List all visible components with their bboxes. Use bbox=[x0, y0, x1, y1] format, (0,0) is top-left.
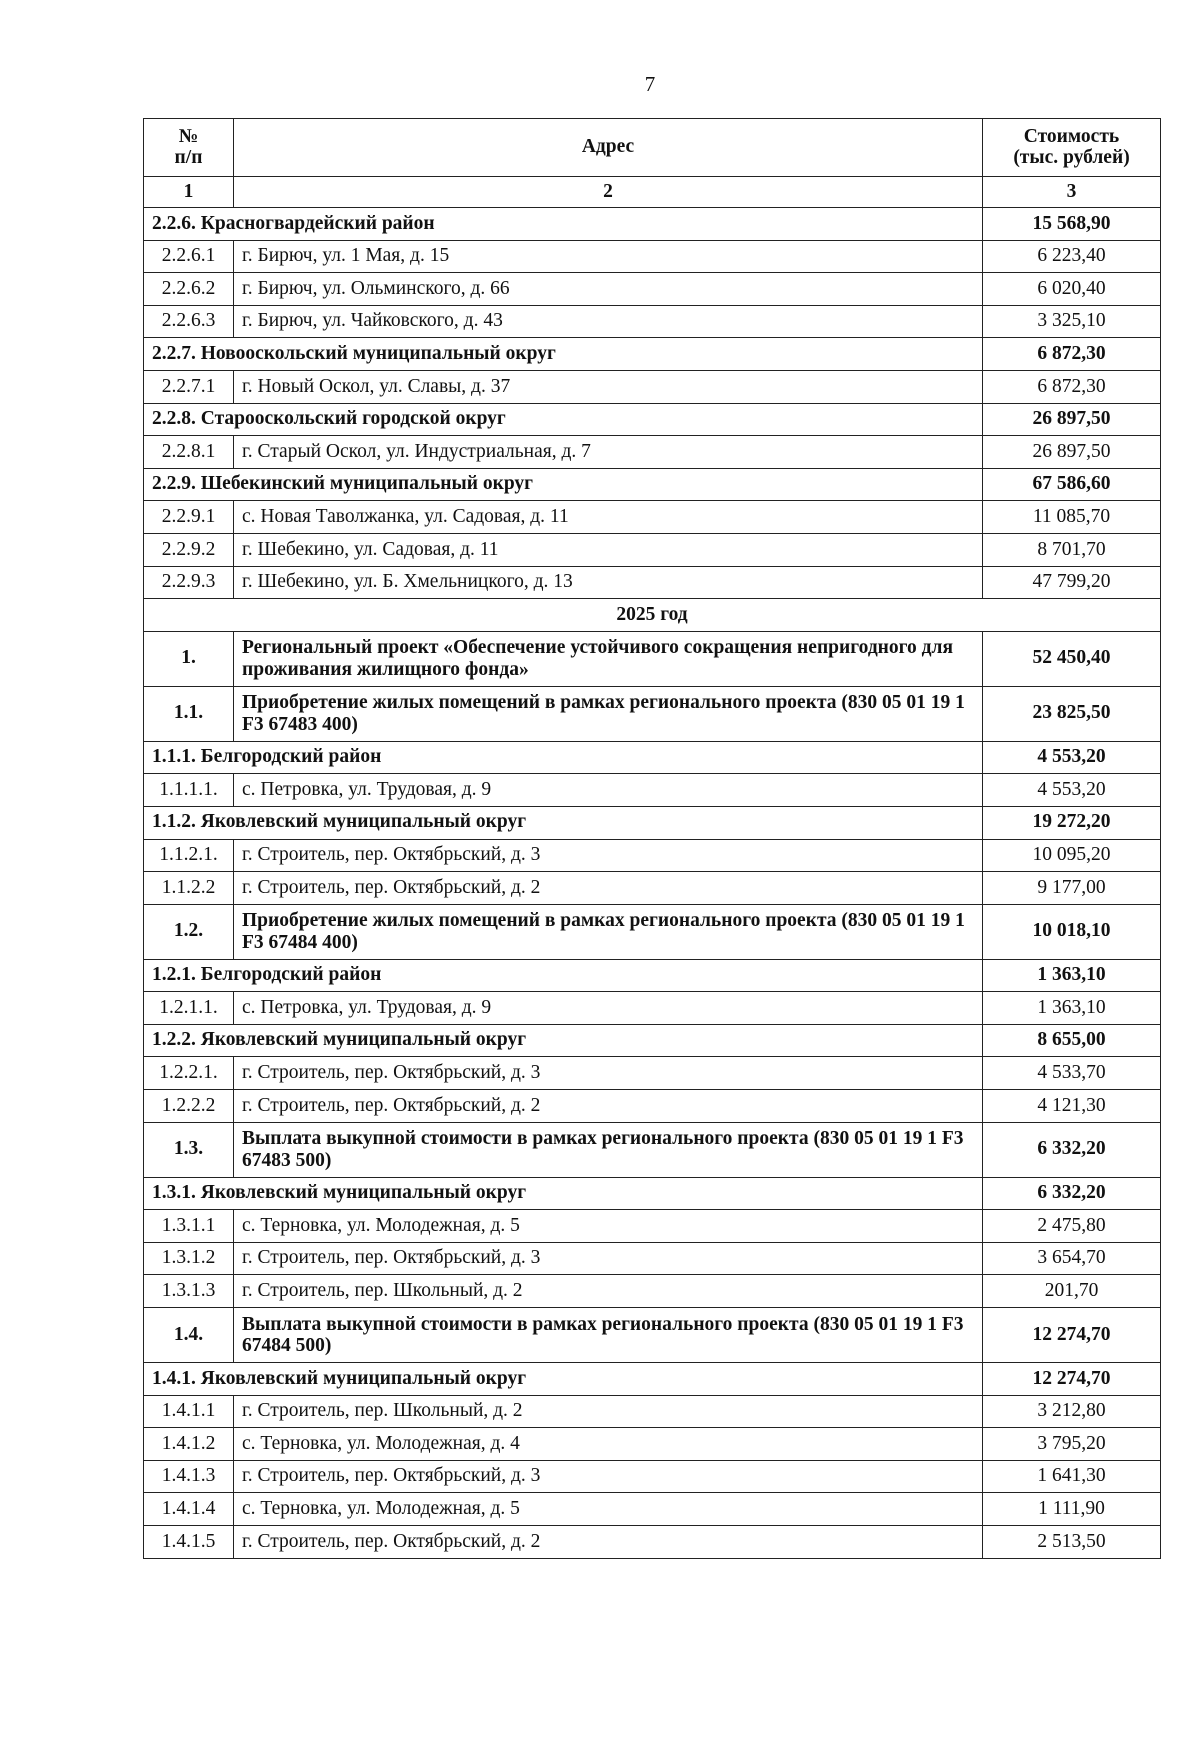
row-number: 1.4.1.2 bbox=[144, 1428, 234, 1461]
section-row bbox=[144, 1363, 1161, 1396]
row-cost: 10 095,20 bbox=[983, 839, 1161, 872]
row-number: 1.2. bbox=[144, 904, 234, 959]
row-cost: 11 085,70 bbox=[983, 501, 1161, 534]
section-cost: 4 553,20 bbox=[983, 741, 1161, 774]
section-cost: 1 363,10 bbox=[983, 959, 1161, 992]
row-cost: 52 450,40 bbox=[983, 631, 1161, 686]
section-cost: 6 332,20 bbox=[983, 1177, 1161, 1210]
section-label: 1.3.1. Яковлевский муниципальный округ bbox=[144, 1177, 983, 1210]
column-number-3: 3 bbox=[983, 177, 1161, 208]
table-row bbox=[144, 370, 1161, 403]
table-row bbox=[144, 839, 1161, 872]
row-number: 2.2.6.2 bbox=[144, 273, 234, 306]
row-cost: 3 654,70 bbox=[983, 1242, 1161, 1275]
row-cost: 6 332,20 bbox=[983, 1122, 1161, 1177]
table-row bbox=[144, 774, 1161, 807]
section-cost: 15 568,90 bbox=[983, 208, 1161, 241]
section-label: 2.2.9. Шебекинский муниципальный округ bbox=[144, 468, 983, 501]
section-row bbox=[144, 208, 1161, 241]
section-cost: 26 897,50 bbox=[983, 403, 1161, 436]
project-title: Региональный проект «Обеспечение устойчивого сокращения непригодного для проживания жилищного фонда» bbox=[234, 631, 983, 686]
section-cost: 8 655,00 bbox=[983, 1024, 1161, 1057]
row-number: 1.1.1.1. bbox=[144, 774, 234, 807]
header-number-label: № п/п bbox=[174, 126, 203, 168]
row-number: 2.2.8.1 bbox=[144, 436, 234, 469]
page-number: 7 bbox=[644, 72, 656, 96]
table-row bbox=[144, 1428, 1161, 1461]
section-label: 1.1.1. Белгородский район bbox=[144, 741, 983, 774]
table-row bbox=[144, 1460, 1161, 1493]
year-label: 2025 год bbox=[144, 599, 1161, 632]
row-address: с. Терновка, ул. Молодежная, д. 4 bbox=[234, 1428, 983, 1461]
row-address: с. Терновка, ул. Молодежная, д. 5 bbox=[234, 1210, 983, 1243]
table-row bbox=[144, 566, 1161, 599]
row-number: 1.3.1.1 bbox=[144, 1210, 234, 1243]
table-row bbox=[144, 533, 1161, 566]
table-row bbox=[144, 1242, 1161, 1275]
project-title: Приобретение жилых помещений в рамках регионального проекта (830 05 01 19 1 F3 67483 400) bbox=[234, 686, 983, 741]
row-cost: 47 799,20 bbox=[983, 566, 1161, 599]
section-cost: 6 872,30 bbox=[983, 338, 1161, 371]
section-label: 1.2.1. Белгородский район bbox=[144, 959, 983, 992]
project-title: Выплата выкупной стоимости в рамках регионального проекта (830 05 01 19 1 F3 67484 500) bbox=[234, 1308, 983, 1363]
table-header-row bbox=[144, 119, 1161, 177]
row-cost: 6 223,40 bbox=[983, 240, 1161, 273]
project-row bbox=[144, 631, 1161, 686]
row-cost: 10 018,10 bbox=[983, 904, 1161, 959]
project-row bbox=[144, 1308, 1161, 1363]
section-label: 1.4.1. Яковлевский муниципальный округ bbox=[144, 1363, 983, 1396]
row-address: г. Старый Оскол, ул. Индустриальная, д. 7 bbox=[234, 436, 983, 469]
row-cost: 9 177,00 bbox=[983, 872, 1161, 905]
row-number: 1.2.2.2 bbox=[144, 1090, 234, 1123]
row-address: г. Строитель, пер. Октябрьский, д. 3 bbox=[234, 1057, 983, 1090]
row-address: г. Бирюч, ул. Чайковского, д. 43 bbox=[234, 305, 983, 338]
section-row bbox=[144, 959, 1161, 992]
row-cost: 3 212,80 bbox=[983, 1395, 1161, 1428]
column-number-1: 1 bbox=[144, 177, 234, 208]
table-row bbox=[144, 1395, 1161, 1428]
section-label: 2.2.8. Старооскольский городской округ bbox=[144, 403, 983, 436]
section-row bbox=[144, 806, 1161, 839]
table-row bbox=[144, 1493, 1161, 1526]
table-row bbox=[144, 1526, 1161, 1559]
row-cost: 8 701,70 bbox=[983, 533, 1161, 566]
project-row bbox=[144, 686, 1161, 741]
row-cost: 12 274,70 bbox=[983, 1308, 1161, 1363]
row-number: 1.4.1.4 bbox=[144, 1493, 234, 1526]
row-address: с. Терновка, ул. Молодежная, д. 5 bbox=[234, 1493, 983, 1526]
row-number: 1.4.1.3 bbox=[144, 1460, 234, 1493]
row-number: 1.1.2.1. bbox=[144, 839, 234, 872]
row-number: 2.2.9.1 bbox=[144, 501, 234, 534]
row-number: 1.3.1.2 bbox=[144, 1242, 234, 1275]
project-title: Выплата выкупной стоимости в рамках регионального проекта (830 05 01 19 1 F3 67483 500) bbox=[234, 1122, 983, 1177]
row-cost: 1 363,10 bbox=[983, 992, 1161, 1025]
table-row bbox=[144, 305, 1161, 338]
table-row bbox=[144, 1210, 1161, 1243]
section-row bbox=[144, 1177, 1161, 1210]
row-cost: 4 533,70 bbox=[983, 1057, 1161, 1090]
row-cost: 4 553,20 bbox=[983, 774, 1161, 807]
row-address: г. Бирюч, ул. 1 Мая, д. 15 bbox=[234, 240, 983, 273]
column-number-2: 2 bbox=[234, 177, 983, 208]
row-number: 2.2.6.3 bbox=[144, 305, 234, 338]
row-cost: 23 825,50 bbox=[983, 686, 1161, 741]
row-number: 1. bbox=[144, 631, 234, 686]
cost-table bbox=[143, 118, 1161, 1559]
section-row bbox=[144, 741, 1161, 774]
table-row bbox=[144, 436, 1161, 469]
table-row bbox=[144, 273, 1161, 306]
row-number: 2.2.6.1 bbox=[144, 240, 234, 273]
row-address: с. Петровка, ул. Трудовая, д. 9 bbox=[234, 992, 983, 1025]
header-cost-label: Стоимость (тыс. рублей) bbox=[1013, 126, 1130, 168]
section-label: 1.1.2. Яковлевский муниципальный округ bbox=[144, 806, 983, 839]
table-row bbox=[144, 1057, 1161, 1090]
row-address: г. Новый Оскол, ул. Славы, д. 37 bbox=[234, 370, 983, 403]
row-address: г. Строитель, пер. Октябрьский, д. 3 bbox=[234, 1242, 983, 1275]
row-number: 1.2.2.1. bbox=[144, 1057, 234, 1090]
row-address: г. Строитель, пер. Октябрьский, д. 2 bbox=[234, 872, 983, 905]
header-address: Адрес bbox=[234, 119, 983, 177]
section-cost: 19 272,20 bbox=[983, 806, 1161, 839]
row-address: г. Шебекино, ул. Садовая, д. 11 bbox=[234, 533, 983, 566]
row-address: г. Строитель, пер. Школьный, д. 2 bbox=[234, 1275, 983, 1308]
row-cost: 2 475,80 bbox=[983, 1210, 1161, 1243]
section-label: 2.2.7. Новооскольский муниципальный округ bbox=[144, 338, 983, 371]
row-number: 2.2.9.2 bbox=[144, 533, 234, 566]
row-address: г. Строитель, пер. Октябрьский, д. 3 bbox=[234, 1460, 983, 1493]
row-cost: 2 513,50 bbox=[983, 1526, 1161, 1559]
section-row bbox=[144, 403, 1161, 436]
row-cost: 1 111,90 bbox=[983, 1493, 1161, 1526]
header-cost bbox=[983, 119, 1161, 177]
row-address: г. Строитель, пер. Октябрьский, д. 2 bbox=[234, 1090, 983, 1123]
row-cost: 6 872,30 bbox=[983, 370, 1161, 403]
row-cost: 26 897,50 bbox=[983, 436, 1161, 469]
section-row bbox=[144, 1024, 1161, 1057]
row-number: 1.4.1.5 bbox=[144, 1526, 234, 1559]
row-number: 1.4.1.1 bbox=[144, 1395, 234, 1428]
row-address: г. Строитель, пер. Октябрьский, д. 2 bbox=[234, 1526, 983, 1559]
section-row bbox=[144, 338, 1161, 371]
project-title: Приобретение жилых помещений в рамках регионального проекта (830 05 01 19 1 F3 67484 400) bbox=[234, 904, 983, 959]
row-cost: 4 121,30 bbox=[983, 1090, 1161, 1123]
row-number: 1.3.1.3 bbox=[144, 1275, 234, 1308]
row-address: г. Строитель, пер. Октябрьский, д. 3 bbox=[234, 839, 983, 872]
row-address: г. Бирюч, ул. Ольминского, д. 66 bbox=[234, 273, 983, 306]
row-number: 1.1. bbox=[144, 686, 234, 741]
table-row bbox=[144, 992, 1161, 1025]
row-address: с. Новая Таволжанка, ул. Садовая, д. 11 bbox=[234, 501, 983, 534]
table-row bbox=[144, 240, 1161, 273]
column-number-row bbox=[144, 177, 1161, 208]
section-label: 1.2.2. Яковлевский муниципальный округ bbox=[144, 1024, 983, 1057]
row-address: г. Шебекино, ул. Б. Хмельницкого, д. 13 bbox=[234, 566, 983, 599]
row-number: 1.2.1.1. bbox=[144, 992, 234, 1025]
row-cost: 3 795,20 bbox=[983, 1428, 1161, 1461]
header-number bbox=[144, 119, 234, 177]
table-row bbox=[144, 1090, 1161, 1123]
row-cost: 201,70 bbox=[983, 1275, 1161, 1308]
row-cost: 1 641,30 bbox=[983, 1460, 1161, 1493]
row-number: 1.1.2.2 bbox=[144, 872, 234, 905]
row-number: 1.3. bbox=[144, 1122, 234, 1177]
row-number: 2.2.9.3 bbox=[144, 566, 234, 599]
section-cost: 12 274,70 bbox=[983, 1363, 1161, 1396]
row-cost: 3 325,10 bbox=[983, 305, 1161, 338]
project-row bbox=[144, 904, 1161, 959]
row-number: 1.4. bbox=[144, 1308, 234, 1363]
project-row bbox=[144, 1122, 1161, 1177]
row-cost: 6 020,40 bbox=[983, 273, 1161, 306]
table-row bbox=[144, 872, 1161, 905]
row-address: г. Строитель, пер. Школьный, д. 2 bbox=[234, 1395, 983, 1428]
section-label: 2.2.6. Красногвардейский район bbox=[144, 208, 983, 241]
table-row bbox=[144, 501, 1161, 534]
section-cost: 67 586,60 bbox=[983, 468, 1161, 501]
table-row bbox=[144, 1275, 1161, 1308]
section-row bbox=[144, 468, 1161, 501]
row-number: 2.2.7.1 bbox=[144, 370, 234, 403]
year-row bbox=[144, 599, 1161, 632]
row-address: с. Петровка, ул. Трудовая, д. 9 bbox=[234, 774, 983, 807]
